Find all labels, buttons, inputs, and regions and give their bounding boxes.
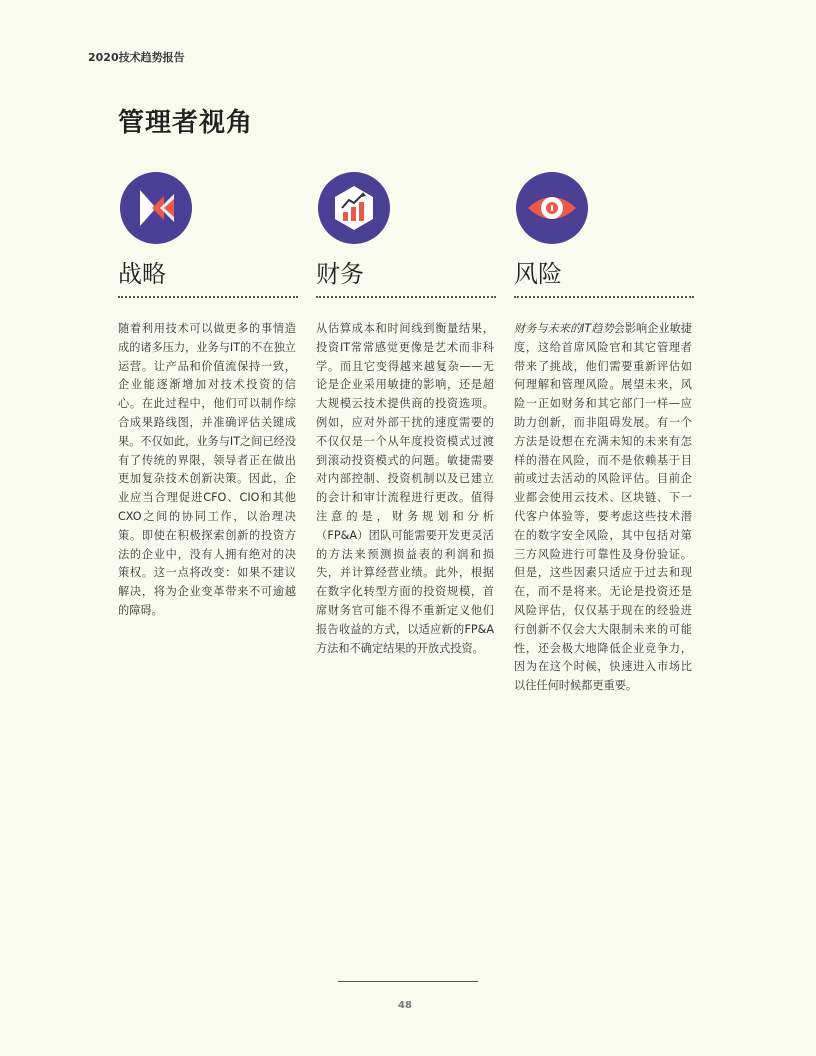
footer-divider [338, 981, 478, 982]
risk-eye-icon [516, 172, 588, 244]
finance-heading: 财务 [316, 258, 496, 298]
finance-column [316, 172, 498, 658]
finance-chart-icon [318, 172, 390, 244]
finance-body: 从估算成本和时间线到衡量结果，投资IT常常感觉更像是艺术而非科学。而且它变得越来越复杂——无论是企业采用敏捷的影响，还是超大规模云技术提供商的投资选项。例如，应对外部干扰的速度需要的不仅仅是一个从年度投资模式过渡到滚动投资模式的问题。敏捷需要对内部控制、投资机制以及已建立的会计和审计流程进行更改。值得注意的是，财务规划和分析（FP&A）团队可能需要开发更灵活的方法来预测损益表的利润和损失，并计算经营业绩。此外，根据在数字化转型方面的投资规模，首席财务官可能不得不重新定义他们报告收益的方式，以适应新的FP&A方法和不确定结果的开放式投资。 [316, 322, 494, 655]
page-title: 管理者视角 [118, 108, 254, 138]
strategy-icon [120, 172, 192, 244]
page-number: 48 [398, 1000, 412, 1011]
strategy-heading: 战略 [118, 258, 298, 298]
report-header-title: 2020技术趋势报告 [88, 51, 185, 64]
risk-column [514, 172, 696, 696]
strategy-body: 随着利用技术可以做更多的事情造成的诸多压力，业务与IT的不在独立运营。让产品和价值流保持一致，企业能逐渐增加对技术投资的信心。在此过程中，他们可以制作综合成果路线图，并准确评估关键成果。不仅如此，业务与IT之间已经没有了传统的界限，领导者正在做出更加复杂技术创新决策。因此，企业应当合理促进CFO、CIO和其他CXO之间的协同工作，以治理决策。即使在积极探索创新的投资方法的企业中，没有人拥有绝对的决策权。这一点将改变：如果不建议解决，将为企业变革带来不可逾越的障碍。 [118, 322, 296, 617]
risk-body-italic: 财务与未来的IT趋势 [514, 322, 614, 335]
risk-body-text: 会影响企业敏捷度，这给首席风险官和其它管理者带来了挑战，他们需要重新评估如何理解和管理风险。展望未来，风险一正如财务和其它部门一样—应助力创新，而非阻碍发展。有一个方法是设想在充满未知的未来有怎样的潜在风险，而不是依赖基于目前或过去活动的风险评估。目前企业都会使用云技术、区块链、下一代客户体验等，要考虑这些技术潜在的数字安全风险，其中包括对第三方风险进行可靠性及身份验证。但是，这些因素只适应于过去和现在，而不是将来。无论是投资还是风险评估，仅仅基于现在的经验进行创新不仅会大大限制未来的可能性，还会极大地降低企业竞争力，因为在这个时候，快速进入市场比以往任何时候都更重要。 [514, 322, 692, 693]
strategy-column [118, 172, 300, 621]
risk-body [514, 320, 692, 696]
risk-heading: 风险 [514, 258, 694, 298]
